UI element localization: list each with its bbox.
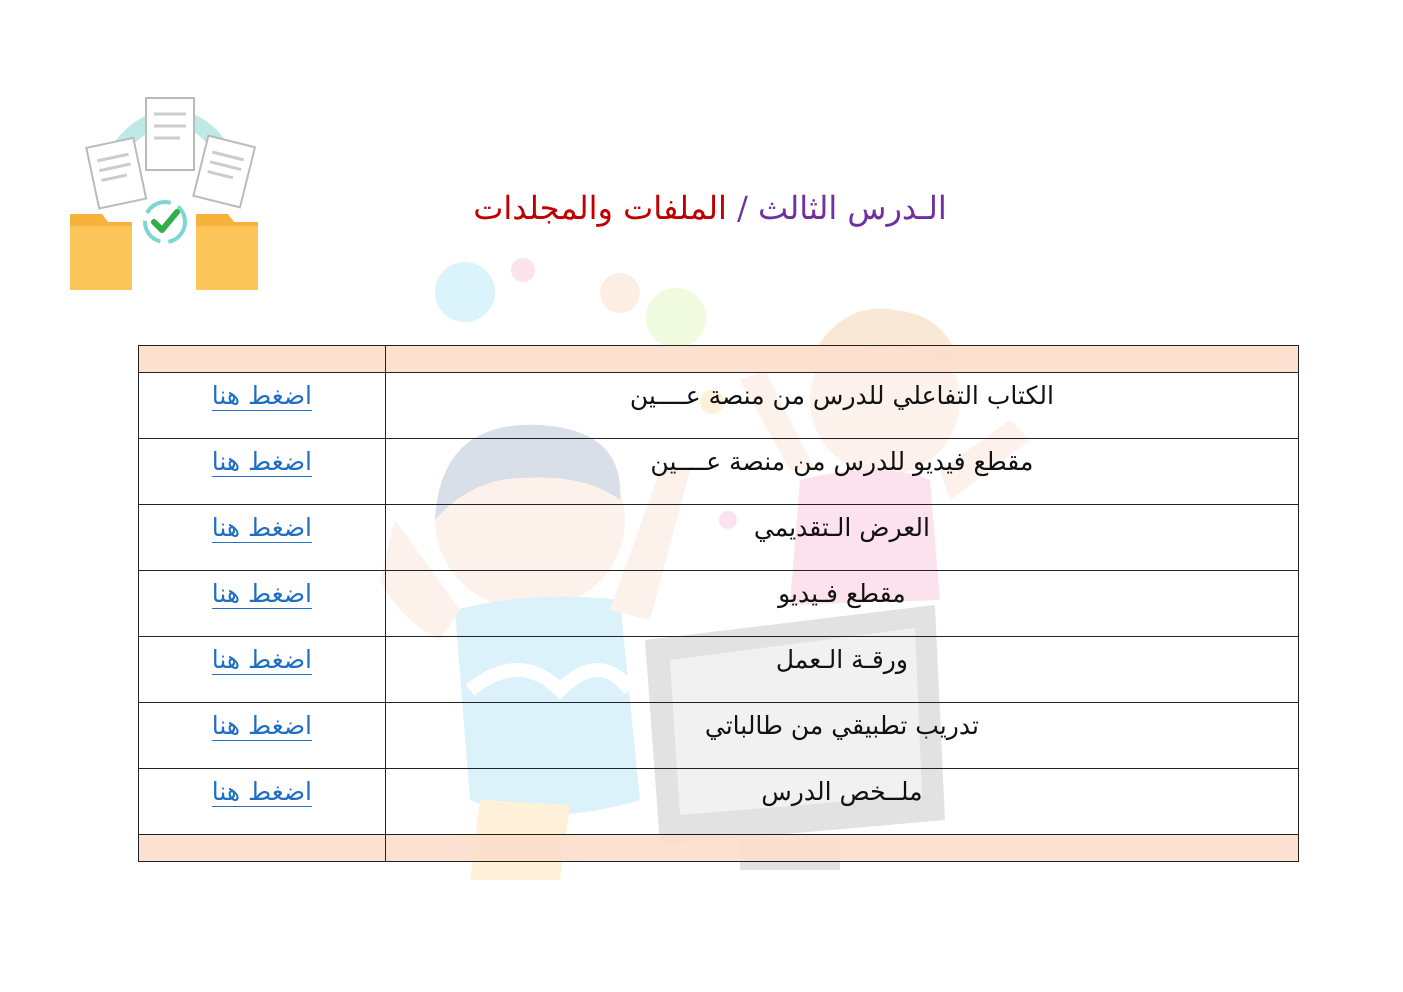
table-row — [139, 769, 1299, 835]
table-row — [139, 571, 1299, 637]
band-cell — [385, 835, 1298, 862]
band-cell — [385, 346, 1298, 373]
lesson-topic: الملفات والمجلدات — [473, 189, 738, 227]
description-cell — [385, 703, 1298, 769]
description-cell — [385, 769, 1298, 835]
description-cell — [385, 439, 1298, 505]
link-cell — [139, 505, 386, 571]
files-folders-sync-icon — [62, 92, 277, 302]
table-row — [139, 637, 1299, 703]
table-row — [139, 505, 1299, 571]
resource-description: مقطع فيديو للدرس من منصة عــــين — [650, 447, 1034, 476]
click-here-link[interactable]: اضغط هنا — [211, 711, 313, 740]
resource-description: ملــخص الدرس — [761, 777, 923, 806]
click-here-link[interactable]: اضغط هنا — [211, 777, 313, 806]
resource-description: تدريب تطبيقي من طالباتي — [704, 711, 979, 740]
description-cell — [385, 637, 1298, 703]
link-cell — [139, 373, 386, 439]
table-row — [139, 439, 1299, 505]
table-row — [139, 373, 1299, 439]
click-here-link[interactable]: اضغط هنا — [211, 381, 313, 410]
resource-description: مقطع فـيديو — [778, 579, 906, 608]
band-cell — [139, 346, 386, 373]
link-cell — [139, 637, 386, 703]
resource-description: الكتاب التفاعلي للدرس من منصة عــــين — [629, 381, 1054, 410]
click-here-link[interactable]: اضغط هنا — [211, 513, 313, 542]
page-title — [470, 180, 950, 236]
table-row — [139, 703, 1299, 769]
link-cell — [139, 769, 386, 835]
click-here-link[interactable]: اضغط هنا — [211, 579, 313, 608]
resource-description: ورقـة الـعمل — [775, 645, 908, 674]
link-cell — [139, 571, 386, 637]
link-cell — [139, 439, 386, 505]
link-cell — [139, 703, 386, 769]
description-cell — [385, 505, 1298, 571]
description-cell — [385, 373, 1298, 439]
description-cell — [385, 571, 1298, 637]
click-here-link[interactable]: اضغط هنا — [211, 645, 313, 674]
resource-description: العرض الـتقديمي — [753, 513, 930, 542]
lesson-number: الـدرس الثالث / — [737, 189, 947, 227]
table-header-band — [139, 346, 1299, 373]
resources-table — [138, 345, 1299, 862]
table-footer-band — [139, 835, 1299, 862]
band-cell — [139, 835, 386, 862]
click-here-link[interactable]: اضغط هنا — [211, 447, 313, 476]
